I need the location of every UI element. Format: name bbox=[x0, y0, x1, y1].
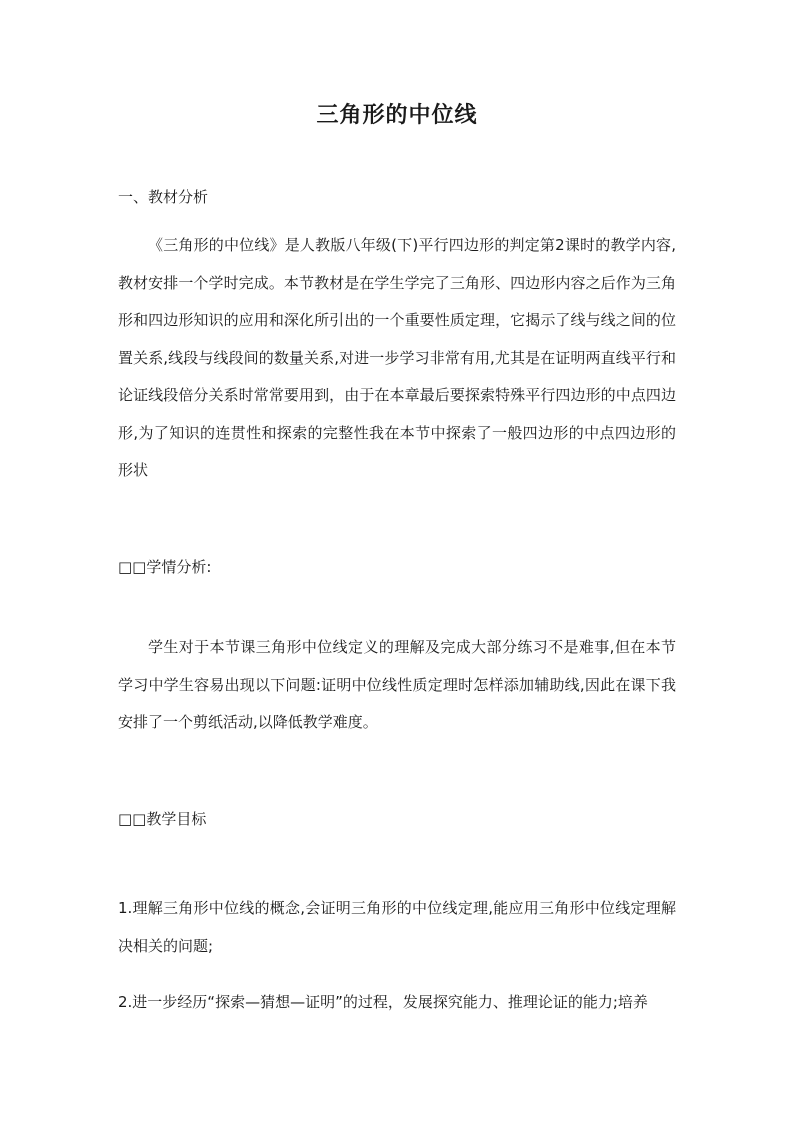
paragraph-student-analysis: 学生对于本节课三角形中位线定义的理解及完成大部分练习不是难事,但在本节学习中学生容易出现以下问题:证明中位线性质定理时怎样添加辅助线,因此在课下我安排了一个剪纸活动,以降低教学难度。 bbox=[118, 638, 676, 731]
teaching-goal-2: 2.进一步经历“探索—猜想—证明”的过程，发展探究能力、推理论证的能力;培养 bbox=[118, 993, 648, 1011]
section-heading-student-analysis: □□学情分析: bbox=[118, 558, 212, 576]
section-heading-teaching-goals: □□教学目标 bbox=[118, 810, 207, 828]
section-heading-textbook-analysis: 一、教材分析 bbox=[118, 188, 209, 206]
paragraph-textbook-analysis: 《三角形的中位线》是人教版八年级(下)平行四边形的判定第2课时的教学内容,教材安排一个学时完成。本节教材是在学生学完了三角形、四边形内容之后作为三角形和四边形知识的应用和深化所引出的一个重要性质定理，它揭示了线与线之间的位置关系,线段与线段间的数量关系,对进一步学习非常有用,尤其是在证明两直线平行和论证线段倍分关系时常常要用到，由于在本章最后要探索特殊平行四边形的中点四边形,为了知识的连贯性和探索的完整性我在本节中探索了一般四边形的中点四边形的形状 bbox=[118, 236, 676, 479]
teaching-goal-1: 1.理解三角形中位线的概念,会证明三角形的中位线定理,能应用三角形中位线定理解决相关的问题; bbox=[118, 899, 676, 955]
document-title: 三角形的中位线 bbox=[316, 103, 478, 128]
